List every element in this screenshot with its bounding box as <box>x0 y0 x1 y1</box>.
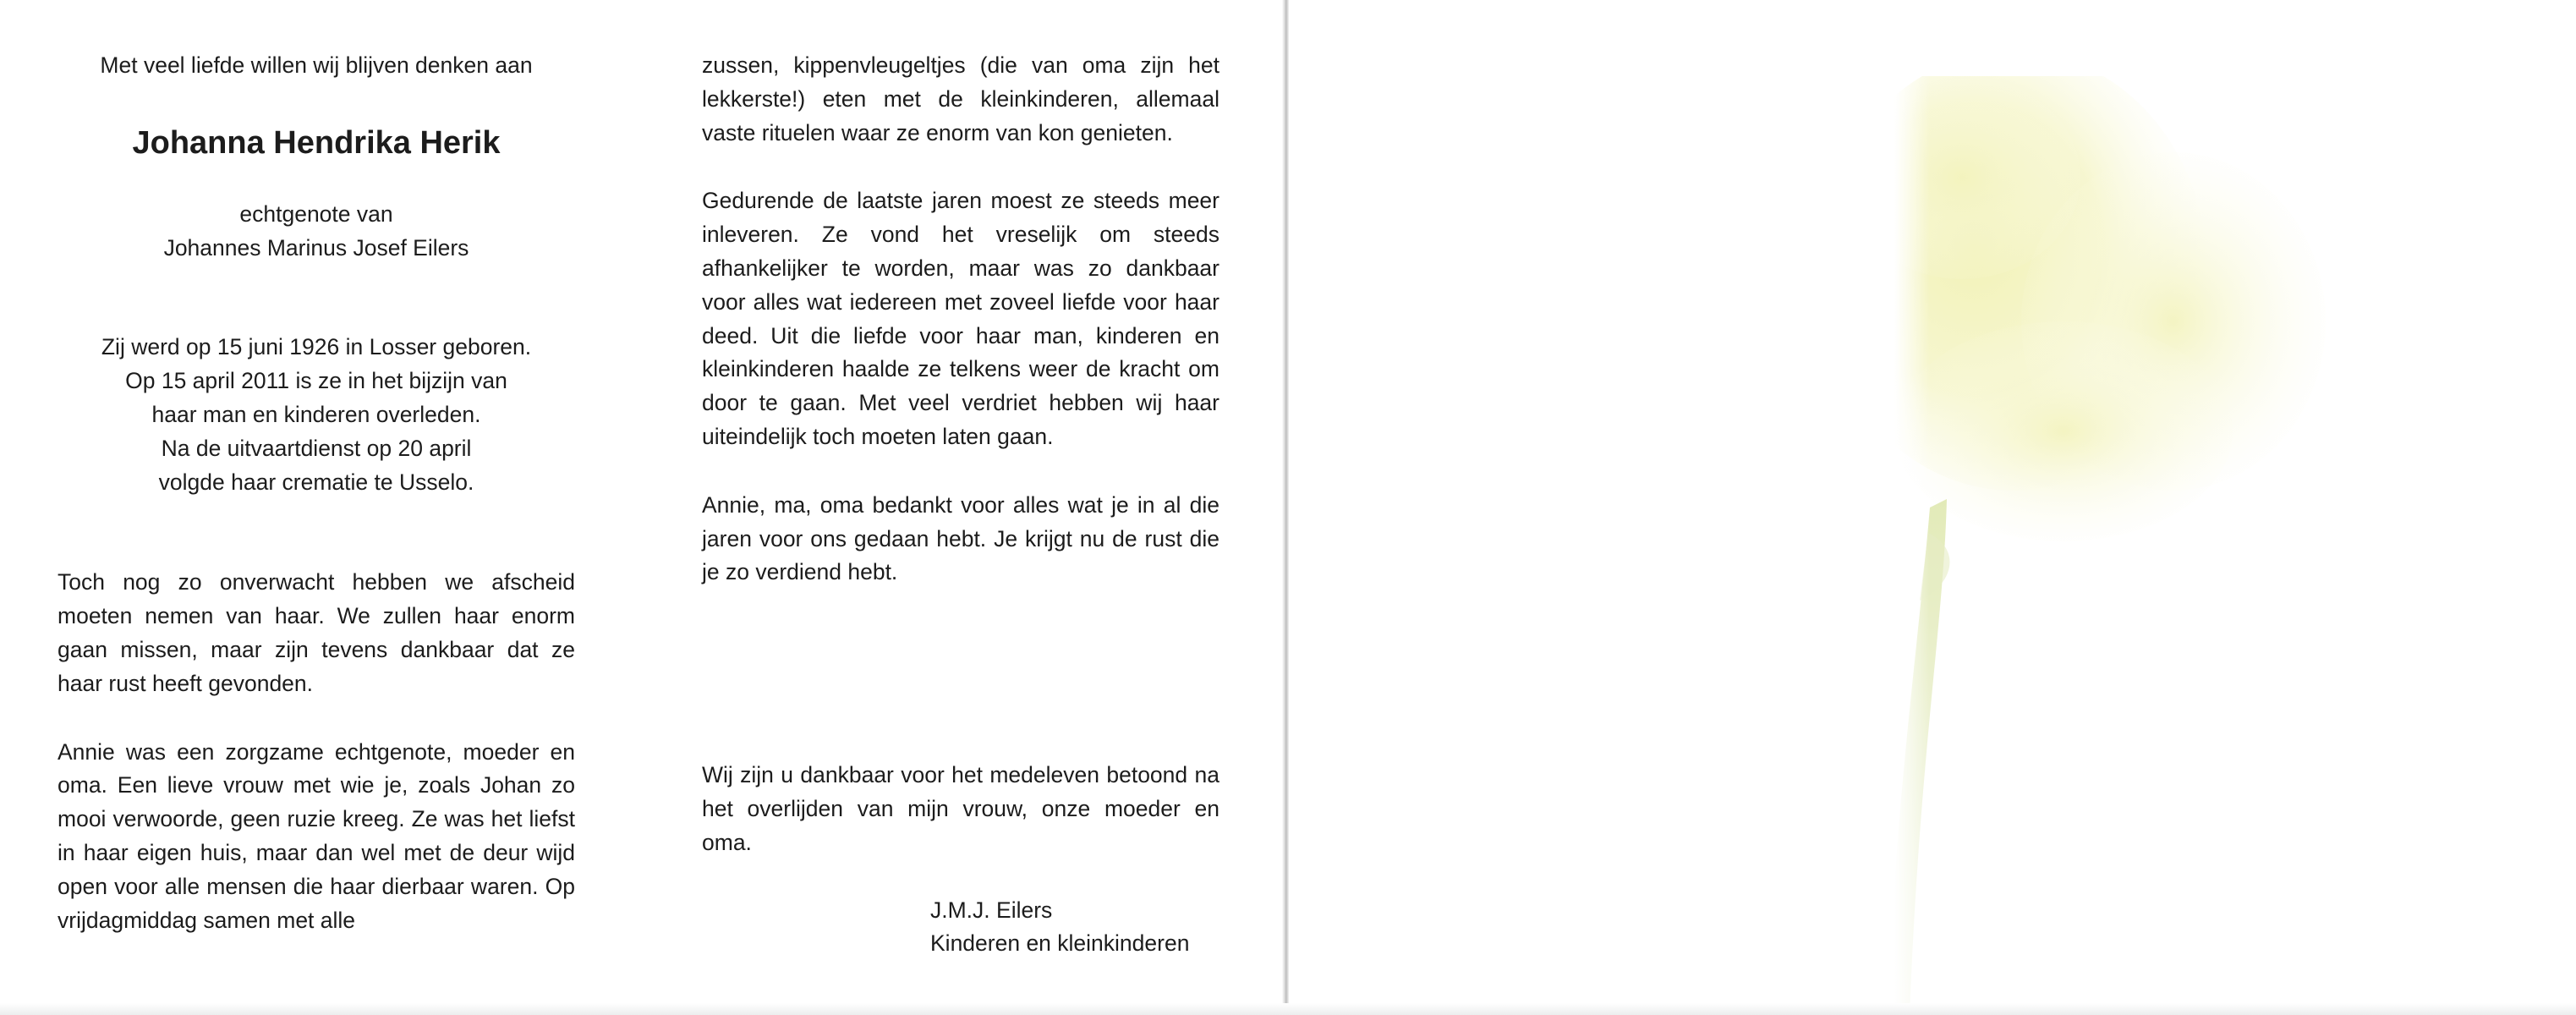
flower-illustration <box>1894 76 2334 1015</box>
fade-overlay <box>1894 76 2334 1015</box>
flower-image <box>1894 76 2334 1015</box>
spouse-label: echtgenote van <box>239 200 393 227</box>
signature-block <box>930 894 1219 962</box>
signature-family: Kinderen en kleinkinderen <box>930 930 1190 957</box>
acknowledgement-paragraph: Wij zijn u dankbaar voor het medeleven betoond na het overlijden van mijn vrouw, onze moeder en oma. <box>702 762 1219 855</box>
thank-you-paragraph: Annie, ma, oma bedankt voor alles wat je in al die jaren voor ons gedaan hebt. Je krijgt nu de rust die je zo verdiend hebt. <box>702 491 1219 585</box>
left-panel <box>58 49 575 937</box>
card-fold <box>1282 0 1289 1015</box>
tribute-paragraph: Annie was een zorgzame echtgenote, moeder en oma. Een lieve vrouw met wie je, zoals Johan zo mooi verwoorde, geen ruzie kreeg. Ze was het liefst in haar eigen huis, maar dan wel met de deur wijd open voor alle mensen die haar dierbaar waren. Op vrijdagmiddag samen met alle <box>58 738 575 933</box>
life-line: haar man en kinderen overleden. <box>151 401 481 427</box>
later-years-paragraph: Gedurende de laatste jaren moest ze steeds meer inleveren. Ze vond het vreselijk om steeds afhankelijker te worden, maar was zo dankbaar voor alles wat iedereen met zoveel liefde voor haar deed. Uit die liefde voor haar man, kinderen en kleinkinderen haalde ze telkens weer de kracht om door te gaan. Met veel verdriet hebben wij haar uiteindelijk toch moeten laten gaan. <box>702 188 1219 449</box>
farewell-paragraph: Toch nog zo onverwacht hebben we afscheid moeten nemen van haar. We zullen haar enorm gaan missen, maar zijn tevens dankbaar dat ze haar rust heeft gevonden. <box>58 569 575 696</box>
life-line: Zij werd op 15 juni 1926 in Losser geboren. <box>101 334 532 360</box>
middle-panel <box>702 49 1219 961</box>
life-line: volgde haar crematie te Usselo. <box>158 469 474 495</box>
life-line: Op 15 april 2011 is ze in het bijzijn van <box>125 368 507 394</box>
rituals-paragraph: zussen, kippenvleugeltjes (die van oma zijn het lekkerste!) eten met de kleinkinderen, allemaal vaste rituelen waar ze enorm van kon genieten. <box>702 52 1219 145</box>
signature-name: J.M.J. Eilers <box>930 897 1053 923</box>
life-line: Na de uitvaartdienst op 20 april <box>161 435 472 461</box>
life-details <box>58 331 575 499</box>
card-bottom-edge <box>0 1003 2576 1015</box>
deceased-name: Johanna Hendrika Herik <box>132 124 501 161</box>
intro-text: Met veel liefde willen wij blijven denken aan <box>100 52 533 78</box>
spouse-name: Johannes Marinus Josef Eilers <box>163 234 469 261</box>
